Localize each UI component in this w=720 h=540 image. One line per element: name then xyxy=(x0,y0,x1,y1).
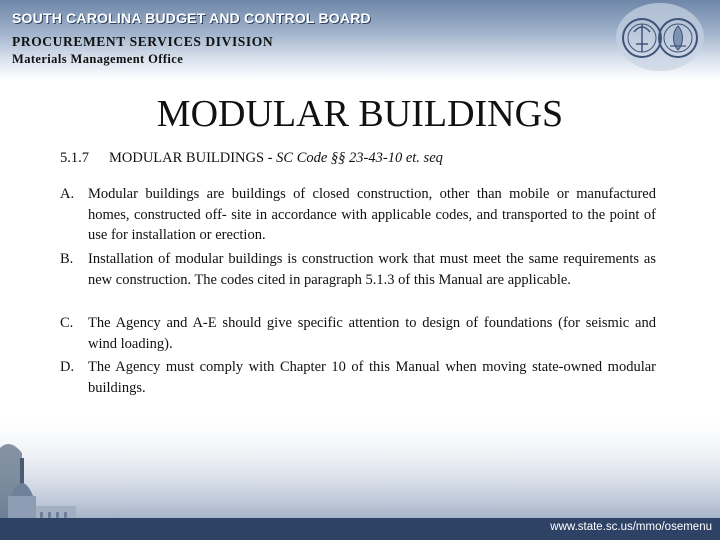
list-item xyxy=(60,249,656,290)
state-seal-icon xyxy=(614,2,706,72)
list-item-label: B. xyxy=(60,251,74,267)
list-item-text: The Agency and A-E should give specific attention to design of foundations (for seismic and wind loading). xyxy=(88,315,656,352)
list-item-label: D. xyxy=(60,359,75,375)
list-item xyxy=(60,184,656,246)
section-code-reference: SC Code §§ 23-43-10 et. seq xyxy=(276,150,443,166)
list-item-text: Modular buildings are buildings of closed construction, other than mobile or manufactured homes, constructed off- site in accordance with applicable codes, and transported to the point of use for installation or erection. xyxy=(88,186,656,243)
section-number: 5.1.7 xyxy=(60,150,89,166)
page-title: MODULAR BUILDINGS xyxy=(156,93,564,135)
section-heading-text: MODULAR BUILDINGS - xyxy=(109,150,277,166)
section-heading xyxy=(60,150,443,167)
list-item-text: The Agency must comply with Chapter 10 of this Manual when moving state-owned modular buildings. xyxy=(88,359,656,396)
header-banner xyxy=(0,0,720,80)
list-item-label: A. xyxy=(60,186,75,202)
division-name: PROCUREMENT SERVICES DIVISION xyxy=(12,34,274,49)
list-item xyxy=(60,313,656,354)
list-item-text: Installation of modular buildings is construction work that must meet the same requirements as new construction. The codes cited in paragraph 5.1.3 of this Manual are applicable. xyxy=(88,251,656,288)
office-name: Materials Management Office xyxy=(12,52,184,66)
footer-url[interactable]: www.state.sc.us/mmo/osemenu xyxy=(550,521,712,533)
board-name: SOUTH CAROLINA BUDGET AND CONTROL BOARD xyxy=(12,10,371,26)
list-item xyxy=(60,357,656,398)
list-item-label: C. xyxy=(60,315,74,331)
